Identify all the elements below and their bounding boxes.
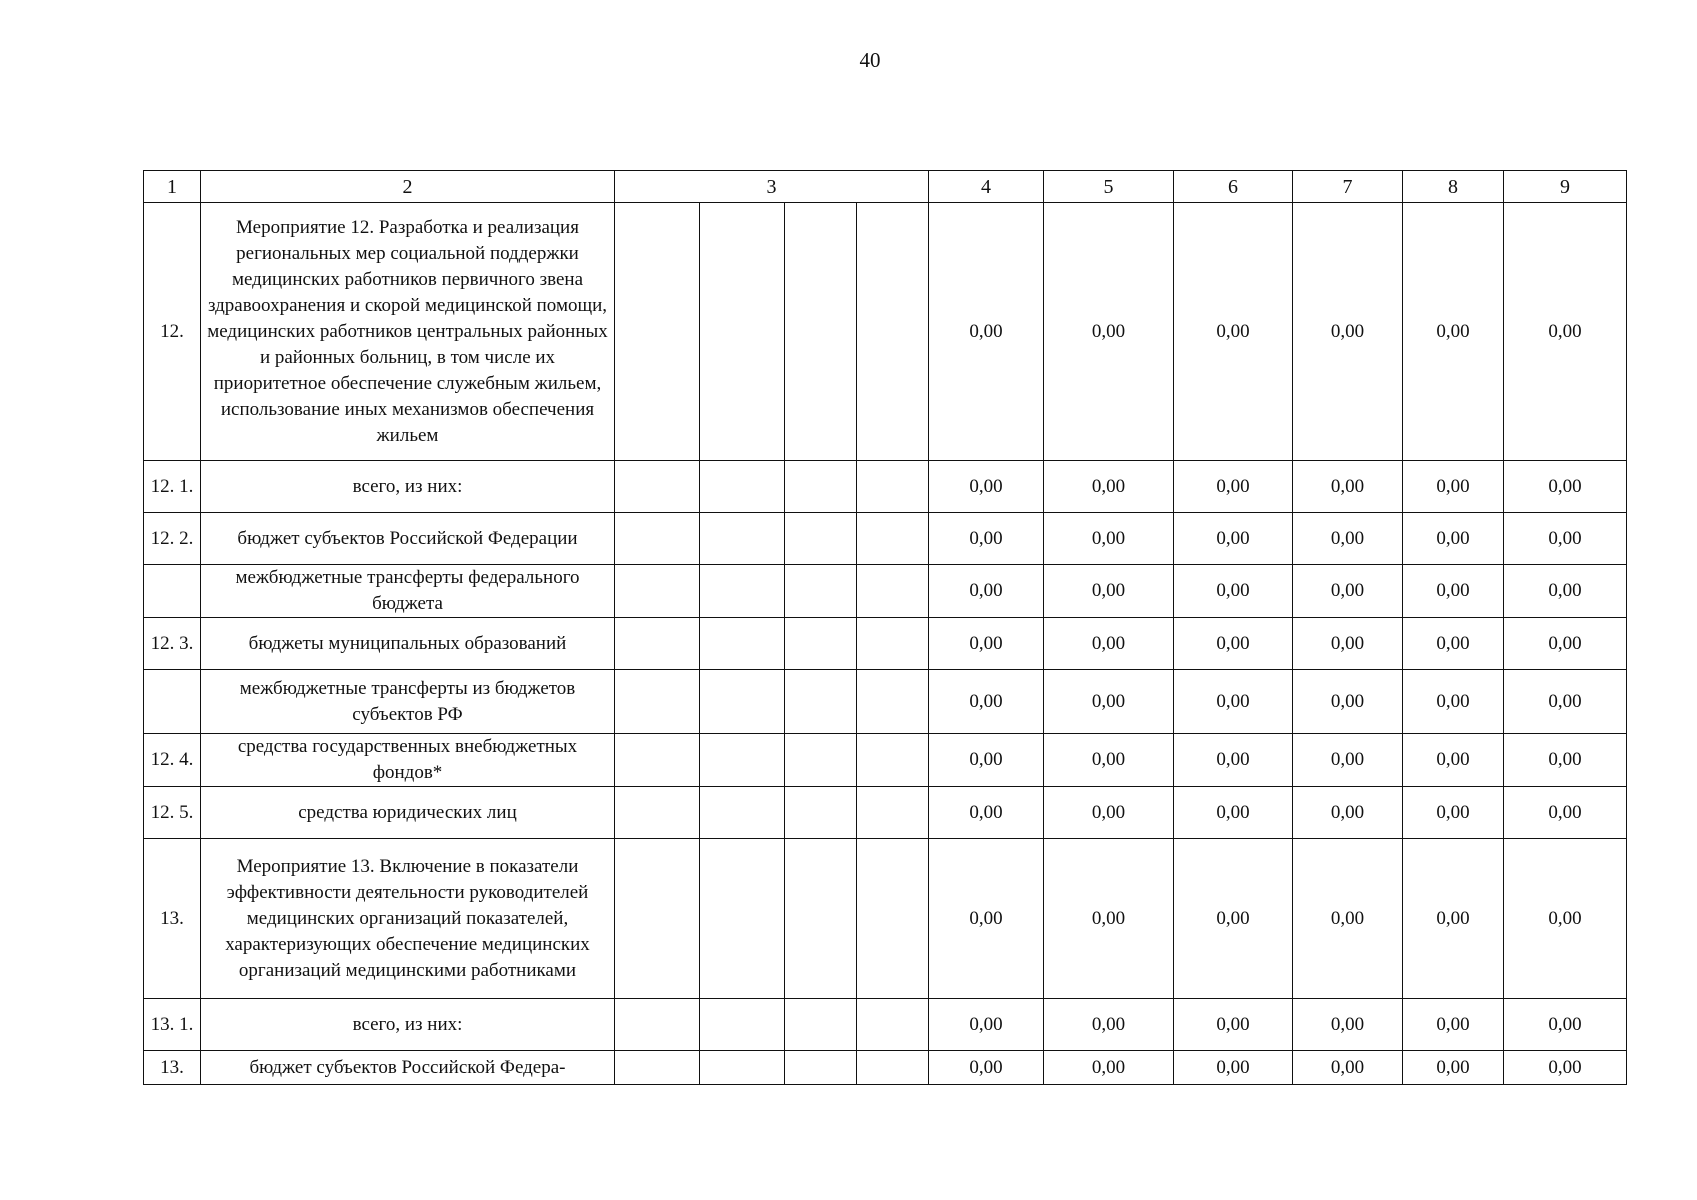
empty-cell [615, 461, 700, 513]
value-cell: 0,00 [1174, 787, 1293, 839]
value-cell: 0,00 [1403, 203, 1504, 461]
empty-cell [615, 670, 700, 734]
table-row [144, 618, 1627, 670]
value-cell: 0,00 [1293, 670, 1403, 734]
empty-cell [857, 999, 929, 1051]
table-row [144, 513, 1627, 565]
value-cell: 0,00 [929, 618, 1044, 670]
value-cell: 0,00 [929, 1051, 1044, 1085]
table-row [144, 670, 1627, 734]
value-cell: 0,00 [1293, 618, 1403, 670]
empty-cell [700, 565, 785, 618]
empty-cell [700, 670, 785, 734]
value-cell: 0,00 [1044, 734, 1174, 787]
budget-table [143, 170, 1627, 1085]
empty-cell [615, 565, 700, 618]
column-header: 4 [929, 171, 1044, 203]
value-cell: 0,00 [1293, 839, 1403, 999]
empty-cell [700, 734, 785, 787]
table-row [144, 1051, 1627, 1085]
row-description: средства юридических лиц [201, 787, 615, 839]
value-cell: 0,00 [1504, 203, 1627, 461]
empty-cell [785, 787, 857, 839]
empty-cell [615, 787, 700, 839]
value-cell: 0,00 [1504, 839, 1627, 999]
empty-cell [615, 618, 700, 670]
empty-cell [700, 513, 785, 565]
value-cell: 0,00 [1174, 1051, 1293, 1085]
value-cell: 0,00 [1504, 618, 1627, 670]
row-number [144, 565, 201, 618]
empty-cell [857, 513, 929, 565]
table-row [144, 734, 1627, 787]
row-number: 12. 2. [144, 513, 201, 565]
table-row [144, 565, 1627, 618]
value-cell: 0,00 [1174, 513, 1293, 565]
table-header-row [144, 171, 1627, 203]
empty-cell [857, 203, 929, 461]
value-cell: 0,00 [1403, 618, 1504, 670]
empty-cell [700, 999, 785, 1051]
value-cell: 0,00 [1293, 565, 1403, 618]
row-description: всего, из них: [201, 461, 615, 513]
empty-cell [785, 203, 857, 461]
empty-cell [785, 618, 857, 670]
value-cell: 0,00 [1504, 461, 1627, 513]
row-description: межбюджетные трансферты федерального бюджета [201, 565, 615, 618]
value-cell: 0,00 [929, 513, 1044, 565]
row-number: 12. 4. [144, 734, 201, 787]
row-number: 12. 1. [144, 461, 201, 513]
value-cell: 0,00 [1174, 461, 1293, 513]
value-cell: 0,00 [1504, 999, 1627, 1051]
value-cell: 0,00 [1044, 839, 1174, 999]
value-cell: 0,00 [1504, 513, 1627, 565]
value-cell: 0,00 [1044, 999, 1174, 1051]
value-cell: 0,00 [1044, 565, 1174, 618]
value-cell: 0,00 [1044, 461, 1174, 513]
empty-cell [785, 999, 857, 1051]
empty-cell [615, 839, 700, 999]
empty-cell [700, 787, 785, 839]
table-row [144, 787, 1627, 839]
value-cell: 0,00 [1293, 513, 1403, 565]
column-header: 9 [1504, 171, 1627, 203]
column-header: 5 [1044, 171, 1174, 203]
value-cell: 0,00 [1174, 839, 1293, 999]
table-row [144, 839, 1627, 999]
row-description: бюджет субъектов Российской Федерации [201, 513, 615, 565]
value-cell: 0,00 [1504, 670, 1627, 734]
empty-cell [857, 565, 929, 618]
table-row [144, 999, 1627, 1051]
value-cell: 0,00 [1293, 1051, 1403, 1085]
empty-cell [615, 1051, 700, 1085]
value-cell: 0,00 [1504, 565, 1627, 618]
value-cell: 0,00 [1403, 461, 1504, 513]
row-number: 12. 3. [144, 618, 201, 670]
empty-cell [700, 461, 785, 513]
value-cell: 0,00 [929, 999, 1044, 1051]
column-header: 3 [615, 171, 929, 203]
value-cell: 0,00 [929, 670, 1044, 734]
empty-cell [857, 461, 929, 513]
value-cell: 0,00 [1044, 203, 1174, 461]
column-header: 1 [144, 171, 201, 203]
value-cell: 0,00 [1174, 203, 1293, 461]
row-number: 13. 1. [144, 999, 201, 1051]
row-description: бюджеты муниципальных образований [201, 618, 615, 670]
value-cell: 0,00 [929, 565, 1044, 618]
empty-cell [785, 461, 857, 513]
empty-cell [785, 670, 857, 734]
value-cell: 0,00 [1044, 513, 1174, 565]
value-cell: 0,00 [1174, 734, 1293, 787]
value-cell: 0,00 [1174, 618, 1293, 670]
empty-cell [700, 839, 785, 999]
empty-cell [615, 999, 700, 1051]
row-description: Мероприятие 13. Включение в показатели эффективности деятельности руководителей медицинских организаций показателей, характеризующих обеспечение медицинских организаций медицинскими работниками [201, 839, 615, 999]
value-cell: 0,00 [1044, 618, 1174, 670]
row-number [144, 670, 201, 734]
empty-cell [615, 203, 700, 461]
value-cell: 0,00 [929, 839, 1044, 999]
value-cell: 0,00 [1044, 787, 1174, 839]
value-cell: 0,00 [1174, 670, 1293, 734]
row-description: средства государственных внебюджетных фондов* [201, 734, 615, 787]
value-cell: 0,00 [1293, 203, 1403, 461]
empty-cell [857, 734, 929, 787]
column-header: 6 [1174, 171, 1293, 203]
row-number: 13. [144, 839, 201, 999]
empty-cell [785, 734, 857, 787]
empty-cell [700, 203, 785, 461]
empty-cell [857, 618, 929, 670]
empty-cell [615, 734, 700, 787]
value-cell: 0,00 [1174, 999, 1293, 1051]
value-cell: 0,00 [1293, 461, 1403, 513]
value-cell: 0,00 [1293, 787, 1403, 839]
page-number: 40 [859, 48, 881, 72]
empty-cell [785, 839, 857, 999]
row-number: 13. [144, 1051, 201, 1085]
empty-cell [857, 670, 929, 734]
value-cell: 0,00 [1403, 565, 1504, 618]
empty-cell [615, 513, 700, 565]
empty-cell [700, 618, 785, 670]
row-description: бюджет субъектов Российской Федера- [201, 1051, 615, 1085]
empty-cell [857, 1051, 929, 1085]
value-cell: 0,00 [1403, 513, 1504, 565]
value-cell: 0,00 [1403, 670, 1504, 734]
column-header: 2 [201, 171, 615, 203]
row-description: всего, из них: [201, 999, 615, 1051]
empty-cell [700, 1051, 785, 1085]
value-cell: 0,00 [929, 461, 1044, 513]
row-number: 12. 5. [144, 787, 201, 839]
value-cell: 0,00 [929, 787, 1044, 839]
row-number: 12. [144, 203, 201, 461]
empty-cell [785, 1051, 857, 1085]
value-cell: 0,00 [929, 734, 1044, 787]
table-row [144, 461, 1627, 513]
value-cell: 0,00 [1403, 999, 1504, 1051]
value-cell: 0,00 [1504, 1051, 1627, 1085]
value-cell: 0,00 [929, 203, 1044, 461]
value-cell: 0,00 [1293, 999, 1403, 1051]
value-cell: 0,00 [1293, 734, 1403, 787]
value-cell: 0,00 [1504, 787, 1627, 839]
value-cell: 0,00 [1044, 670, 1174, 734]
empty-cell [785, 513, 857, 565]
column-header: 7 [1293, 171, 1403, 203]
empty-cell [857, 839, 929, 999]
empty-cell [785, 565, 857, 618]
value-cell: 0,00 [1044, 1051, 1174, 1085]
value-cell: 0,00 [1403, 839, 1504, 999]
value-cell: 0,00 [1403, 787, 1504, 839]
value-cell: 0,00 [1403, 1051, 1504, 1085]
value-cell: 0,00 [1504, 734, 1627, 787]
value-cell: 0,00 [1403, 734, 1504, 787]
row-description: Мероприятие 12. Разработка и реализация региональных мер социальной поддержки медицинских работников первичного звена здравоохранения и скорой медицинской помощи, медицинских работников центральных районных и районных больниц, в том числе их приоритетное обеспечение служебным жильем, использование иных механизмов обеспечения жильем [201, 203, 615, 461]
column-header: 8 [1403, 171, 1504, 203]
table-row [144, 203, 1627, 461]
value-cell: 0,00 [1174, 565, 1293, 618]
row-description: межбюджетные трансферты из бюджетов субъектов РФ [201, 670, 615, 734]
empty-cell [857, 787, 929, 839]
